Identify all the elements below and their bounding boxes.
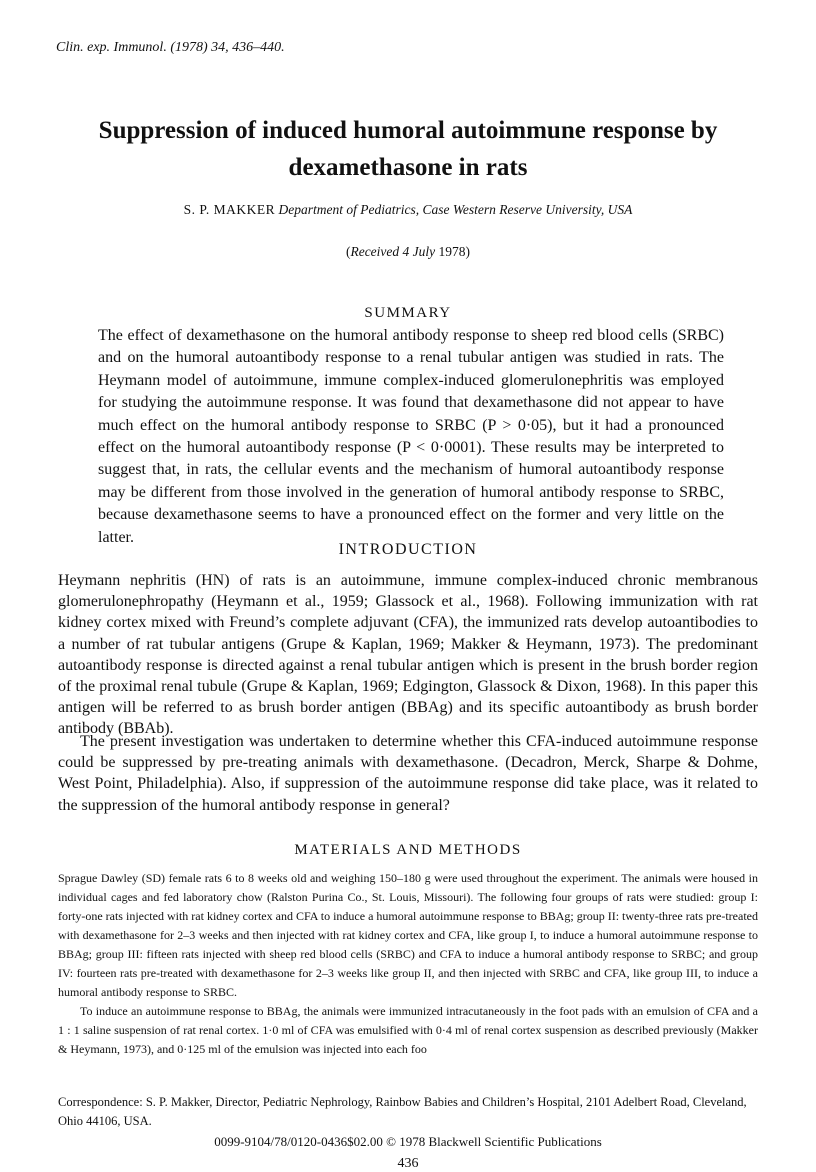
methods-heading: MATERIALS AND METHODS: [294, 842, 522, 858]
article-title: Suppression of induced humoral autoimmune response by dexamethasone in rats: [98, 117, 718, 181]
received-date: (Received 4 July 1978): [345, 244, 471, 259]
author-line: [60, 202, 756, 218]
page-number: 436: [397, 1156, 419, 1171]
author-affiliation: Department of Pediatrics, Case Western Reserve University, USA: [278, 202, 633, 217]
received-year: 1978: [438, 244, 466, 259]
summary-text: The effect of dexamethasone on the humoral antibody response to sheep red blood cells (SRBC) and on the humoral autoantibody response to a renal tubular antigen was studied in rats. The Heymann model of autoimmune, immune complex-induced glomerulonephritis was employed for studying the autoimmune response. It was found that dexamethasone did not appear to have much effect on the humoral antibody response to SRBC (P > 0·05), but it had a pronounced effect on the humoral autoantibody response (P < 0·0001). These results may be interpreted to suggest that, in rats, the cellular events and the mechanism of humoral autoantibody response may be different from those involved in the generation of humoral antibody response to SRBC, because dexamethasone seems to have a pronounced effect on the former and very little on the latter.: [98, 327, 724, 546]
introduction-paragraph-2: The present investigation was undertaken to determine whether this CFA-induced autoimmune response could be suppressed by pre-treating animals with dexamethasone. (Decadron, Merck, Sharpe & Dohme, West Point, Philadelphia). Also, if suppression of the autoimmune response did take place, was it related to the suppression of the humoral antibody response in general?: [58, 733, 758, 814]
introduction-heading: INTRODUCTION: [338, 541, 478, 558]
copyright-line: 0099-9104/78/0120-0436$02.00 © 1978 Blackwell Scientific Publications: [214, 1134, 602, 1149]
methods-paragraph-1: Sprague Dawley (SD) female rats 6 to 8 weeks old and weighing 150–180 g were used throughout the experiment. The animals were housed in individual cages and fed laboratory chow (Ralston Purina Co., St. Louis, Missouri). The following four groups of rats were studied: group I: forty-one rats injected with rat kidney cortex and CFA to induce a humoral autoimmune response to BBAg; group II: twenty-three rats pre-treated with dexamethasone for 2–3 weeks and then injected with rat kidney cortex and CFA, like group I, to induce a humoral autoimmune response to BBAg; group III: fifteen rats injected with sheep red blood cells (SRBC) and CFA to induce a humoral antibody response to SRBC; and group IV: fourteen rats pre-treated with dexamethasone for 2–3 weeks like group II, and then injected with SRBC and CFA, like group III, to induce a humoral antibody response to SRBC.: [58, 871, 758, 999]
author-name: S. P. MAKKER: [183, 202, 276, 217]
received-label: Received 4 July: [350, 244, 436, 259]
journal-reference: Clin. exp. Immunol. (1978) 34, 436–440.: [56, 40, 285, 55]
methods-paragraph-2: To induce an autoimmune response to BBAg, the animals were immunized intracutaneously in the foot pads with an emulsion of CFA and a 1 : 1 saline suspension of rat renal cortex. 1·0 ml of CFA was emulsified with 0·4 ml of renal cortex suspension as described previously (Makker & Heymann, 1973), and 0·125 ml of the emulsion was injected into each foo: [58, 1004, 758, 1056]
summary-heading: SUMMARY: [364, 305, 452, 321]
introduction-paragraph-1: Heymann nephritis (HN) of rats is an autoimmune, immune complex-induced chronic membranous glomerulonephropathy (Heymann et al., 1959; Glassock et al., 1968). Following immunization with rat kidney cortex mixed with Freund’s complete adjuvant (CFA), the immunized rats develop autoantibodies to a number of rat tubular antigens (Grupe & Kaplan, 1969; Makker & Heymann, 1973). The predominant autoantibody response is directed against a renal tubular antigen which is present in the brush border region of the proximal renal tubule (Grupe & Kaplan, 1969; Edgington, Glassock & Dixon, 1968). In this paper this antigen will be referred to as brush border antigen (BBAg) and its specific autoantibody as brush border antibody (BBAb).: [58, 572, 758, 738]
correspondence-note: Correspondence: S. P. Makker, Director, Pediatric Nephrology, Rainbow Babies and Children’s Hospital, 2101 Adelbert Road, Cleveland, Ohio 44106, USA.: [58, 1095, 747, 1128]
